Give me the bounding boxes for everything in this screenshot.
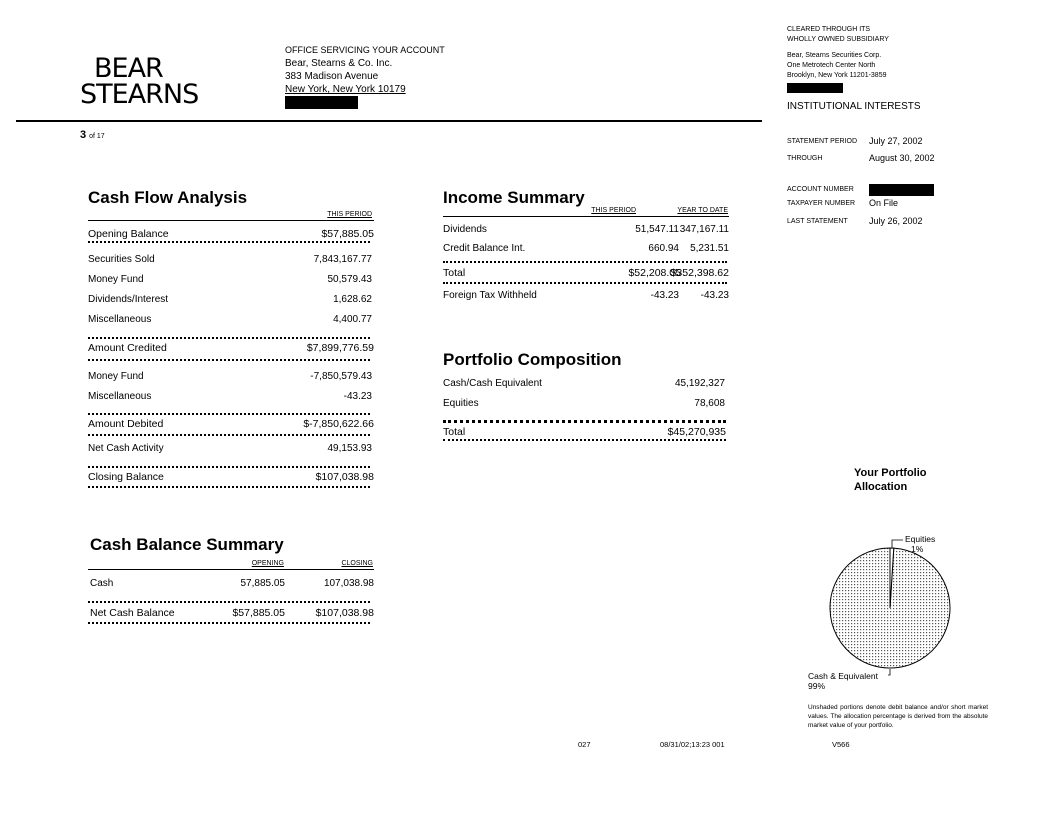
cash-slice-label <box>808 671 878 691</box>
row-value: 45,192,327 <box>674 378 725 389</box>
portfolio-row <box>443 378 725 389</box>
portfolio-total-label: Total <box>443 426 466 438</box>
subsidiary-city: Brooklyn, New York 11201-3859 <box>787 72 887 79</box>
row-label: Dividends <box>443 224 487 235</box>
account-type: INSTITUTIONAL INTERESTS <box>787 101 921 112</box>
table-row <box>88 314 372 325</box>
redacted-account-number <box>869 184 934 196</box>
equities-slice-label <box>905 534 935 554</box>
footer-timestamp: 08/31/02;13:23 001 <box>660 740 725 749</box>
amount-debited-value: $-7,850,622.66 <box>303 418 374 430</box>
cleared-line-1: CLEARED THROUGH ITS <box>787 26 871 33</box>
portfolio-total-value: $45,270,935 <box>667 426 726 438</box>
net-cash-activity-label: Net Cash Activity <box>88 443 164 454</box>
equities-leader-line <box>892 540 903 548</box>
dotted-divider <box>88 486 370 488</box>
row-label: Miscellaneous <box>88 391 152 402</box>
dotted-divider <box>443 261 727 263</box>
footer-version: V566 <box>832 740 850 749</box>
row-value: 78,608 <box>694 398 725 409</box>
amount-debited-row <box>88 418 374 430</box>
income-col-this-period: THIS PERIOD <box>591 207 636 214</box>
allocation-title <box>854 466 927 494</box>
through-value: August 30, 2002 <box>869 153 935 163</box>
income-row <box>443 224 729 235</box>
subsidiary-street: One Metrotech Center North <box>787 62 876 69</box>
office-name: Bear, Stearns & Co. Inc. <box>285 58 393 69</box>
page-number <box>80 129 105 141</box>
cash-flow-title: Cash Flow Analysis <box>88 188 248 207</box>
table-row <box>88 371 372 382</box>
row-label: Money Fund <box>88 371 144 382</box>
table-row <box>88 254 372 265</box>
statement-period-value: July 27, 2002 <box>869 136 923 146</box>
logo-line-2: STEARNS <box>80 79 199 110</box>
foreign-tax-row <box>443 290 729 301</box>
cash-closing: 107,038.98 <box>323 578 374 589</box>
page-count: of 17 <box>89 133 105 140</box>
row-label: Miscellaneous <box>88 314 152 325</box>
row-label: Money Fund <box>88 274 144 285</box>
dotted-divider <box>88 241 370 243</box>
net-cash-balance-opening: $57,885.05 <box>232 607 285 619</box>
divider <box>443 216 729 217</box>
cash-balance-col-closing: CLOSING <box>341 560 373 567</box>
opening-balance-label: Opening Balance <box>88 228 169 240</box>
table-row <box>88 274 372 285</box>
divider <box>88 220 374 221</box>
cash-balance-col-opening: OPENING <box>251 560 284 567</box>
foreign-tax-ytd: -43.23 <box>700 290 729 301</box>
equities-label: Equities <box>905 534 936 544</box>
redacted-block <box>787 83 843 93</box>
portfolio-total-row <box>443 426 726 438</box>
net-cash-balance-row <box>90 607 374 619</box>
row-label: Credit Balance Int. <box>443 243 526 254</box>
dotted-divider <box>443 420 726 423</box>
account-number-label: ACCOUNT NUMBER <box>787 186 854 193</box>
cash-label: Cash <box>90 578 114 589</box>
row-label: Dividends/Interest <box>88 294 169 305</box>
net-cash-balance-label: Net Cash Balance <box>90 607 175 619</box>
income-summary-title: Income Summary <box>443 188 585 207</box>
office-street: 383 Madison Avenue <box>285 71 379 82</box>
table-row <box>88 391 372 402</box>
last-statement-value: July 26, 2002 <box>869 216 923 226</box>
statement-period-label: STATEMENT PERIOD <box>787 138 858 145</box>
through-date <box>787 153 935 163</box>
cash-balance-title: Cash Balance Summary <box>90 535 284 554</box>
redacted-block <box>285 96 358 109</box>
statement-period <box>787 136 923 146</box>
bear-stearns-logo <box>80 53 200 110</box>
allocation-title-line-1: Your Portfolio <box>854 467 927 479</box>
dotted-divider <box>88 622 370 624</box>
amount-credited-row <box>88 342 374 354</box>
closing-balance-row <box>88 471 374 483</box>
cash-equivalent-percent: 99% <box>808 681 826 691</box>
office-city: New York, New York 10179 <box>285 84 406 95</box>
row-period: 51,547.11 <box>635 224 679 235</box>
net-cash-activity-value: 49,153.93 <box>327 443 372 454</box>
row-value: 4,400.77 <box>333 314 372 325</box>
table-row <box>88 294 372 305</box>
last-statement <box>787 216 923 226</box>
logo-line-1: BEAR <box>94 53 163 84</box>
footer-code: 027 <box>578 740 591 749</box>
income-col-ytd: YEAR TO DATE <box>677 207 728 214</box>
header-rule <box>16 120 762 122</box>
closing-balance-value: $107,038.98 <box>315 471 374 483</box>
amount-credited-value: $7,899,776.59 <box>306 342 374 354</box>
cash-opening: 57,885.05 <box>240 578 285 589</box>
servicing-office <box>285 44 445 113</box>
net-cash-activity-row <box>88 443 372 454</box>
dotted-divider <box>88 434 370 436</box>
opening-balance-value: $57,885.05 <box>321 228 374 240</box>
equities-percent: 1% <box>911 544 924 554</box>
row-value: 1,628.62 <box>333 294 372 305</box>
income-total-row <box>443 267 729 279</box>
through-label: THROUGH <box>787 155 823 162</box>
dotted-divider <box>88 601 370 603</box>
row-ytd: 347,167.11 <box>679 224 729 235</box>
row-value: -7,850,579.43 <box>310 371 372 382</box>
cash-row <box>90 578 374 589</box>
net-cash-balance-closing: $107,038.98 <box>315 607 374 619</box>
closing-balance-label: Closing Balance <box>88 471 164 483</box>
cash-flow-col-header: THIS PERIOD <box>327 211 372 218</box>
portfolio-title: Portfolio Composition <box>443 350 622 369</box>
dotted-divider <box>88 359 370 361</box>
dotted-divider <box>88 337 370 339</box>
cash-leader-line <box>888 669 890 675</box>
foreign-tax-period: -43.23 <box>650 290 679 301</box>
row-ytd: 5,231.51 <box>690 243 729 254</box>
amount-credited-label: Amount Credited <box>88 342 167 354</box>
income-total-label: Total <box>443 267 466 279</box>
clearing-info <box>787 25 1037 97</box>
subsidiary-name: Bear, Stearns Securities Corp. <box>787 52 882 59</box>
cash-equivalent-label: Cash & Equivalent <box>808 671 878 681</box>
allocation-note: Unshaded portions denote debit balance and/or short market values. The allocation percentage is derived from the absolute market value of your portfolio. <box>808 704 988 729</box>
row-period: 660.94 <box>648 243 679 254</box>
foreign-tax-label: Foreign Tax Withheld <box>443 290 537 301</box>
account-number <box>787 186 854 193</box>
income-total-ytd: $352,398.62 <box>670 267 729 279</box>
divider <box>88 569 374 570</box>
dotted-divider <box>443 439 726 441</box>
row-value: -43.23 <box>343 391 372 402</box>
row-label: Equities <box>443 398 479 409</box>
office-label: OFFICE SERVICING YOUR ACCOUNT <box>285 45 445 55</box>
dotted-divider <box>443 282 727 284</box>
portfolio-row <box>443 398 725 409</box>
taxpayer-value: On File <box>869 198 899 208</box>
allocation-title-line-2: Allocation <box>854 481 908 493</box>
row-label: Cash/Cash Equivalent <box>443 378 542 389</box>
income-total-period: $52,208.05 <box>628 267 681 279</box>
amount-debited-label: Amount Debited <box>88 418 164 430</box>
income-row <box>443 243 729 254</box>
last-statement-label: LAST STATEMENT <box>787 218 848 225</box>
taxpayer-number <box>787 198 899 208</box>
page-number-value: 3 <box>80 129 87 141</box>
row-value: 7,843,167.77 <box>313 254 372 265</box>
row-value: 50,579.43 <box>327 274 372 285</box>
opening-balance-row <box>88 228 374 240</box>
row-label: Securities Sold <box>88 254 155 265</box>
cleared-line-2: WHOLLY OWNED SUBSIDIARY <box>787 36 889 43</box>
dotted-divider <box>88 466 370 468</box>
dotted-divider <box>88 413 370 415</box>
taxpayer-label: TAXPAYER NUMBER <box>787 200 856 207</box>
